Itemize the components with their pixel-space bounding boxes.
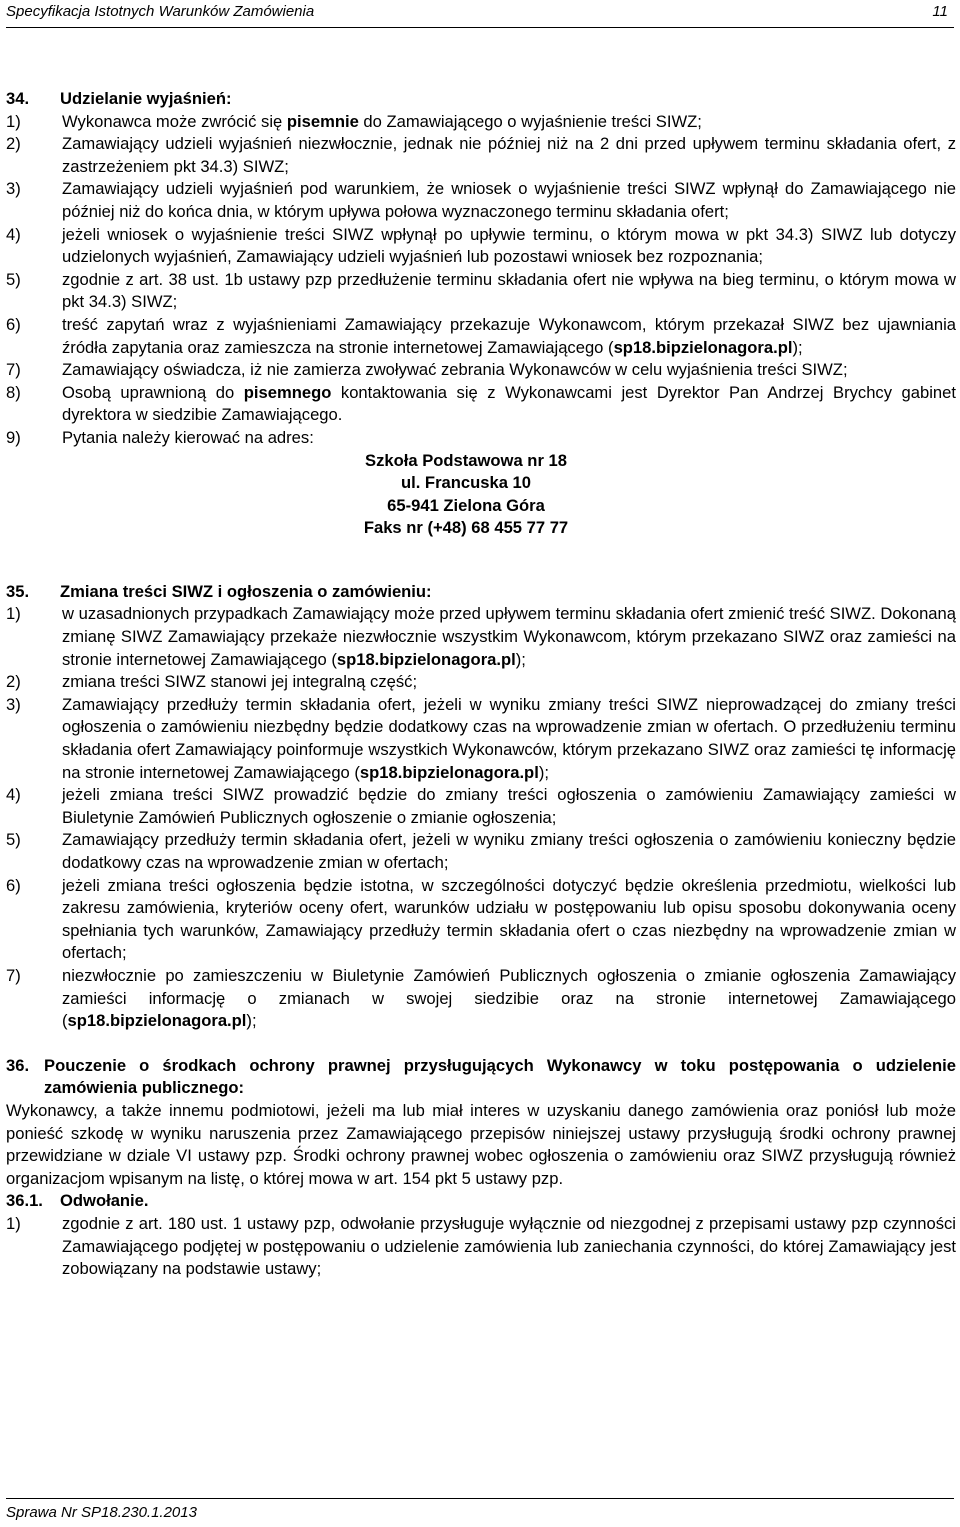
- section-34-heading: 34. Udzielanie wyjaśnień:: [6, 89, 232, 108]
- list-item: 7) niezwłocznie po zamieszczeniu w Biuletynie Zamówień Publicznych ogłoszenia o zmianie ogłoszenia Zamawiający zamieści informację o zmianach w swojej siedzibie oraz na stronie internetowej Zamawiającego (sp18.bipzielonagora.pl);: [6, 965, 956, 1031]
- section-36-heading: 36. Pouczenie o środkach ochrony prawnej przysługujących Wykonawcy w toku postępowania o udzielenie zamówienia publicznego:: [6, 1055, 956, 1098]
- list-item: 5) Zamawiający przedłuży termin składania ofert, jeżeli w wyniku zmiany treści ogłoszenia o zamówieniu konieczny będzie dodatkowy czas na wprowadzenie zmian w ofertach;: [6, 830, 956, 872]
- page-header: [6, 0, 954, 28]
- fax-line: Faks nr (+48) 68 455 77 77: [363, 518, 569, 538]
- list-item: 6) jeżeli zmiana treści ogłoszenia będzie istotna, w szczególności dotyczyć będzie określenia przedmiotu, wielkości lub zakresu zamówienia, kryteriów oceny ofert, warunków udziału w postępowaniu lub opisu sposobu dokonywania oceny spełniania tych warunków, Zamawiający przedłuży termin składania ofert o czas niezbędny na wprowadzenie zmian w ofertach;: [6, 875, 956, 963]
- list-item: 3) Zamawiający przedłuży termin składania ofert, jeżeli w wyniku zmiany treści SIWZ nieprowadzącej do zmiany treści ogłoszenia o zamówieniu niezbędny będzie dodatkowy czas na wprowadzenie zmian w ofertach. O przedłużeniu terminu składania ofert Zamawiający poinformuje wszystkich Wykonawców, którym przekazano SIWZ oraz zamieści tę informację na stronie internetowej Zamawiającego (sp18.bipzielonagora.pl);: [6, 694, 956, 782]
- list-item: 2) zmiana treści SIWZ stanowi jej integralną część;: [6, 672, 418, 692]
- list-item: 8) Osobą uprawnioną do pisemnego kontaktowania się z Wykonawcami jest Dyrektor Pan Andrzej Brychcy gabinet dyrektora w siedzibie Zamawiającego.: [6, 382, 956, 425]
- page-number: 11: [932, 3, 948, 20]
- list-item: 5) zgodnie z art. 38 ust. 1b ustawy pzp przedłużenie terminu składania ofert nie wpływa na bieg terminu, o którym mowa w pkt 34.3) SIWZ;: [6, 269, 956, 312]
- list-item: 7) Zamawiający oświadcza, iż nie zamierza zwoływać zebrania Wykonawców w celu wyjaśnienia treści SIWZ;: [6, 360, 848, 380]
- page-footer: [6, 1498, 954, 1527]
- address-line: 65-941 Zielona Góra: [387, 495, 545, 515]
- document-title: Specyfikacja Istotnych Warunków Zamówienia: [6, 3, 315, 20]
- list-item: 1) w uzasadnionych przypadkach Zamawiający może przed upływem terminu składania ofert zmienić treść SIWZ. Dokonaną zmianę SIWZ Zamawiający przekaże niezwłocznie wszystkim Wykonawcom, którym przekazano SIWZ oraz zamieści na stronie internetowej Zamawiającego (sp18.bipzielonagora.pl);: [6, 604, 956, 669]
- list-item: 2) Zamawiający udzieli wyjaśnień niezwłocznie, jednak nie później niż na 2 dni przed upływem terminu składania ofert, z zastrzeżeniem pkt 34.3) SIWZ;: [6, 134, 956, 176]
- list-item: 9) Pytania należy kierować na adres:: [6, 427, 314, 447]
- list-item: 6) treść zapytań wraz z wyjaśnieniami Zamawiający przekazuje Wykonawcom, którym przekazał SIWZ bez ujawniania źródła zapytania oraz zamieszcza na stronie internetowej Zamawiającego (sp18.bipzielonagora.pl);: [6, 314, 956, 357]
- paragraph: Wykonawcy, a także innemu podmiotowi, jeżeli ma lub miał interes w uzyskaniu danego zamówienia oraz poniósł lub może ponieść szkodę w wyniku naruszenia przez Zamawiającego przepisów niniejszej ustawy przysługują środki ochrony prawnej przewidziane w dziale VI ustawy pzp. Środki ochrony prawnej wobec ogłoszenia o zamówieniu oraz SIWZ przysługują również organizacjom wpisanym na listę, o której mowa w art. 154 pkt 5 ustawy pzp.: [6, 1100, 956, 1188]
- list-item: 4) jeżeli wniosek o wyjaśnienie treści SIWZ wpłynął po upływie terminu, o którym mowa w pkt 34.3) SIWZ lub dotyczy udzielonych wyjaśnień, Zamawiający udzieli wyjaśnień lub pozostawi wniosek bez rozpoznania;: [6, 224, 956, 267]
- section-35-heading: 35. Zmiana treści SIWZ i ogłoszenia o zamówieniu:: [6, 581, 432, 601]
- list-item: 4) jeżeli zmiana treści SIWZ prowadzić będzie do zmiany treści ogłoszenia o zamówieniu Zamawiający zamieści w Biuletynie Zamówień Publicznych ogłoszenie o zmianie ogłoszenia;: [6, 785, 956, 827]
- case-number: Sprawa Nr SP18.230.1.2013: [6, 1504, 197, 1521]
- list-item: 1) Wykonawca może zwrócić się pisemnie do Zamawiającego o wyjaśnienie treści SIWZ;: [6, 111, 702, 131]
- subsection-heading: 36.1. Odwołanie.: [6, 1191, 149, 1211]
- document-body: [6, 88, 956, 1281]
- list-item: 3) Zamawiający udzieli wyjaśnień pod warunkiem, że wniosek o wyjaśnienie treści SIWZ wpłynął do Zamawiającego nie później niż do końca dnia, w którym upływa połowa wyznaczonego terminu składania ofert;: [6, 179, 956, 221]
- list-item: 1) zgodnie z art. 180 ust. 1 ustawy pzp, odwołanie przysługuje wyłącznie od niezgodnej z przepisami ustawy pzp czynności Zamawiającego podjętej w postępowaniu o udzielenie zamówienia lub zaniechania czynności, do której Zamawiający jest zobowiązany na podstawie ustawy;: [6, 1213, 956, 1279]
- address-line: ul. Francuska 10: [400, 473, 532, 493]
- address-line: Szkoła Podstawowa nr 18: [365, 450, 567, 470]
